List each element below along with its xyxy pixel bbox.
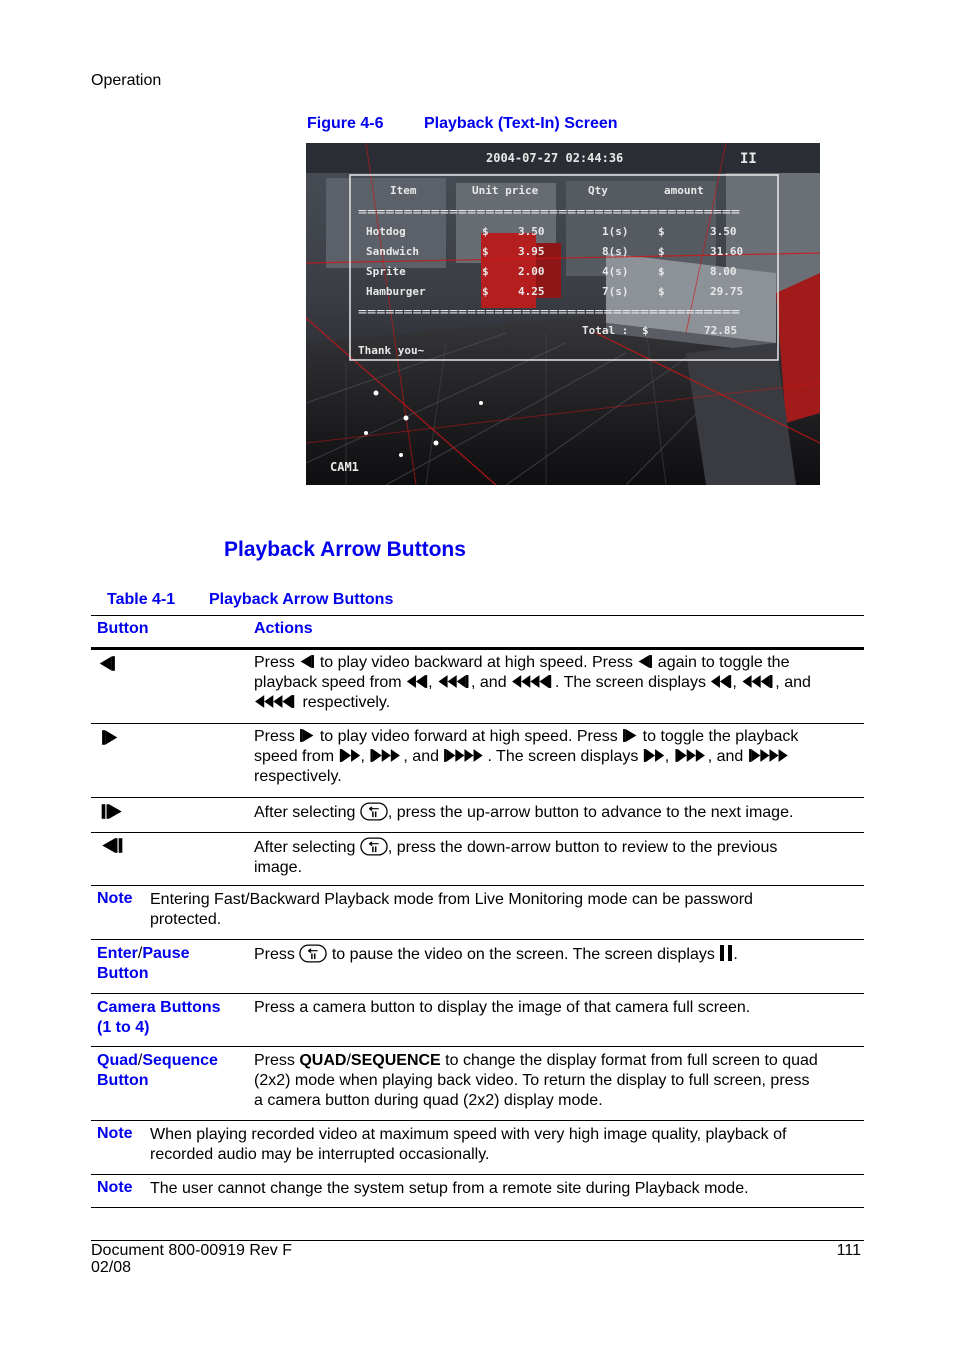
osd-row-currency: $: [482, 285, 489, 298]
enter-pause-button-label: Enter/Pause Button: [97, 945, 190, 982]
forward-arrow-icon: [622, 728, 638, 743]
note-text: Entering Fast/Backward Playback mode from Live Monitoring mode can be password protected.: [150, 891, 753, 928]
fast-forward-3x-icon: [674, 748, 708, 763]
playback-screen-image: [306, 143, 820, 485]
table-number: Table 4-1: [107, 591, 176, 608]
fast-forward-4x-icon: [443, 748, 487, 763]
osd-row-currency: $: [658, 265, 665, 278]
osd-col-amount: amount: [664, 184, 704, 197]
note-label: Note: [97, 890, 133, 907]
figure-title: Playback (Text-In) Screen: [424, 115, 618, 132]
osd-separator: ==========================================: [358, 207, 740, 218]
section-title: Playback Arrow Buttons: [224, 538, 466, 561]
rewind-arrow-icon: [97, 655, 117, 672]
table-title: Playback Arrow Buttons: [209, 591, 394, 608]
table-top-rule: [91, 615, 864, 616]
running-header: Operation: [91, 72, 162, 89]
enter-pause-button-icon: [360, 802, 388, 821]
osd-row-item: Sandwich: [366, 245, 419, 258]
osd-row-currency: $: [482, 265, 489, 278]
osd-row-currency: $: [482, 245, 489, 258]
rewind-4x-icon: [254, 694, 298, 709]
forward-arrow-icon: [299, 728, 315, 743]
table-header-rule: [91, 647, 864, 650]
rewind-arrow-icon: [637, 654, 653, 669]
osd-row-amount: 29.75: [710, 285, 744, 298]
rewind-3x-icon: [437, 674, 471, 689]
osd-timestamp: 2004-07-27 02:44:36: [486, 151, 624, 165]
osd-row-amount: 8.00: [710, 265, 737, 278]
playback-screen-figure: [306, 143, 820, 485]
row-forward-text: Press to play video forward at high speed. Press to toggle the playback speed from , , and . The screen displays , , and respectively.: [254, 728, 799, 785]
osd-row-amount: 31.60: [710, 245, 744, 258]
row-divider: [91, 993, 864, 994]
osd-row-item: Hamburger: [366, 285, 426, 298]
row-divider: [91, 832, 864, 833]
osd-row-price: 4.25: [518, 285, 545, 298]
osd-row-amount: 3.50: [710, 225, 737, 238]
row-backward-text: Press to play video backward at high speed. Press again to toggle the playback speed from , , and . The screen displays , , and respectively.: [254, 654, 811, 711]
osd-row-qty: 1(s): [602, 225, 629, 238]
fast-forward-3x-icon: [369, 748, 403, 763]
enter-pause-button-icon: [360, 837, 388, 856]
figure-number: Figure 4-6: [307, 115, 384, 132]
osd-total-currency: $: [642, 324, 649, 337]
row-divider: [91, 1174, 864, 1175]
osd-row-currency: $: [658, 245, 665, 258]
fast-forward-2x-icon: [339, 748, 361, 763]
osd-row-currency: $: [658, 285, 665, 298]
note-label: Note: [97, 1125, 133, 1142]
osd-row-currency: $: [658, 225, 665, 238]
row-step-backward-text: After selecting , press the down-arrow button to review to the previous image.: [254, 839, 778, 876]
col-header-actions: Actions: [254, 620, 313, 637]
osd-total-label: Total :: [582, 324, 629, 337]
rewind-3x-icon: [741, 674, 775, 689]
osd-row-price: 3.50: [518, 225, 545, 238]
row-divider: [91, 723, 864, 724]
osd-thanks: Thank you~: [358, 344, 425, 357]
rewind-2x-icon: [406, 674, 428, 689]
fast-forward-2x-icon: [643, 748, 665, 763]
osd-total-value: 72.85: [704, 324, 738, 337]
step-backward-icon: [101, 837, 123, 854]
table-bottom-rule: [91, 1207, 864, 1208]
osd-col-price: Unit price: [472, 184, 539, 197]
camera-buttons-label: Camera Buttons (1 to 4): [97, 999, 221, 1036]
footer-document: Document 800-00919 Rev F: [91, 1242, 292, 1259]
rewind-arrow-icon: [299, 654, 315, 669]
col-header-button: Button: [97, 620, 149, 637]
osd-col-qty: Qty: [588, 184, 608, 197]
footer-date: 02/08: [91, 1259, 132, 1276]
enter-pause-description: Press to pause the video on the screen. The screen displays .: [254, 946, 738, 963]
row-divider: [91, 1120, 864, 1121]
note-text: When playing recorded video at maximum speed with very high image quality, playback of recorded audio may be interrupted occasionally.: [150, 1126, 787, 1163]
rewind-2x-icon: [710, 674, 732, 689]
osd-row-item: Hotdog: [366, 225, 406, 238]
row-divider: [91, 1046, 864, 1047]
pause-icon: [719, 944, 733, 962]
osd-row-price: 3.95: [518, 245, 545, 258]
quad-sequence-description: Press QUAD/SEQUENCE to change the display format from full screen to quad (2x2) mode when playing back video. To return the display to full screen, press a camera button during quad (2x2) display mode.: [254, 1052, 818, 1109]
enter-pause-button-icon: [299, 944, 327, 963]
note-text: The user cannot change the system setup from a remote site during Playback mode.: [150, 1180, 749, 1197]
osd-row-qty: 8(s): [602, 245, 629, 258]
osd-col-item: Item: [390, 184, 417, 197]
quad-sequence-button-label: Quad/Sequence Button: [97, 1052, 218, 1089]
step-forward-icon: [101, 803, 123, 820]
fast-forward-4x-icon: [748, 748, 792, 763]
forward-arrow-icon: [100, 729, 120, 746]
osd-separator: ==========================================: [358, 307, 740, 318]
osd-pause-indicator: II: [740, 151, 757, 167]
osd-camera-label: CAM1: [330, 460, 359, 474]
row-divider: [91, 797, 864, 798]
osd-row-qty: 7(s): [602, 285, 629, 298]
row-step-forward-text: After selecting , press the up-arrow button to advance to the next image.: [254, 804, 794, 821]
osd-row-price: 2.00: [518, 265, 545, 278]
camera-buttons-description: Press a camera button to display the image of that camera full screen.: [254, 999, 751, 1016]
osd-row-currency: $: [482, 225, 489, 238]
row-divider: [91, 885, 864, 886]
osd-row-qty: 4(s): [602, 265, 629, 278]
rewind-4x-icon: [511, 674, 555, 689]
page-number: 111: [836, 1242, 861, 1259]
note-label: Note: [97, 1179, 133, 1196]
row-divider: [91, 939, 864, 940]
osd-row-item: Sprite: [366, 265, 406, 278]
